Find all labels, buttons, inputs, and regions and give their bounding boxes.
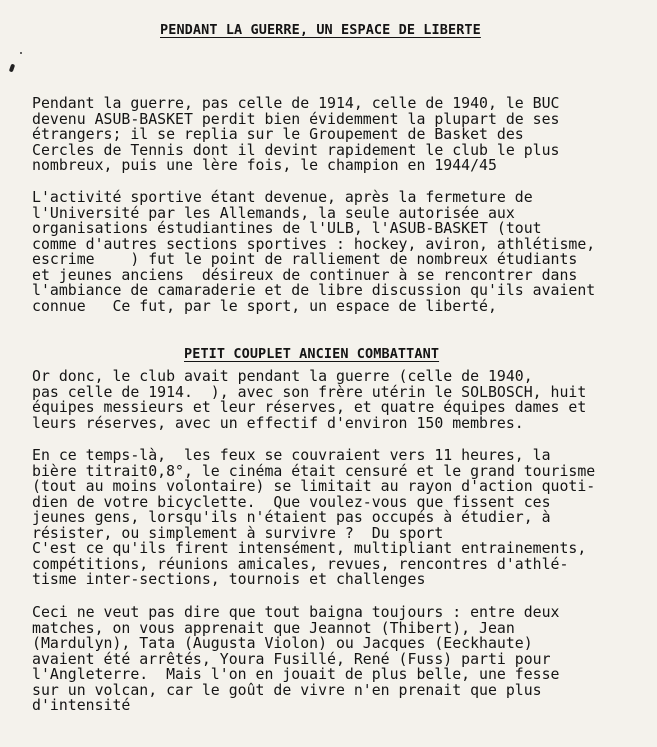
text-line: matches, on vous apprenait que Jeannot (Thibert), Jean — [32, 618, 515, 637]
text-line: jeunes gens, lorsqu'ils n'étaient pas occupés à étudier, à — [32, 508, 551, 526]
text-line: nombreux, puis une lère fois, le champion en 1944/45 — [32, 156, 497, 174]
paragraph-1 — [32, 96, 650, 174]
paragraph-5 — [32, 605, 650, 714]
text-line: avaient été arrêtés, Youra Fusillé, René (Fuss) parti pour — [32, 649, 551, 668]
text-line: équipes messieurs et leur réserves, et quatre équipes dames et — [32, 398, 587, 416]
text-line: leurs réserves, avec un effectif d'environ 150 membres. — [32, 413, 524, 432]
text-line: et jeunes anciens désireux de continuer à se rencontrer dans — [32, 265, 578, 284]
text-line: pas celle de 1914. ), avec son frère utérin le SOLBOSCH, huit — [32, 382, 587, 401]
text-line: dien de votre bicyclette. Que voulez-vous que fissent ces — [32, 492, 551, 511]
ink-dot — [20, 52, 22, 54]
paragraph-4 — [32, 448, 650, 588]
text-line: l'Université par les Allemands, la seule autorisée aux — [32, 203, 515, 222]
text-line: (tout au moins volontaire) se limitait au rayon d'action quoti- — [32, 477, 596, 495]
text-line: devenu ASUB-BASKET perdit bien évidemment la plupart de ses — [32, 109, 560, 128]
text-line: sur un volcan, car le goût de vivre n'en prenait que plus — [32, 680, 542, 699]
text-line: (Mardulyn), Tata (Augusta Violon) ou Jacques (Eeckhaute) — [32, 634, 533, 652]
text-line: étrangers; il se replia sur le Groupement de Basket des — [32, 125, 524, 143]
paragraph-2 — [32, 190, 650, 314]
text-line: L'activité sportive étant devenue, après la fermeture de — [32, 188, 533, 206]
text-line: En ce temps-là, les feux se couvraient vers 11 heures, la — [32, 446, 551, 464]
text-line: Ceci ne veut pas dire que tout baigna toujours : entre deux — [32, 603, 560, 621]
section-heading-1: PENDANT LA GUERRE, UN ESPACE DE LIBERTE — [160, 22, 481, 38]
text-line: organisations éstudiantines de l'ULB, l'ASUB-BASKET (tout — [32, 219, 542, 237]
text-line: Cercles de Tennis dont il devint rapidement le club le plus — [32, 140, 560, 159]
text-line: l'ambiance de camaraderie et de libre discussion qu'ils avaient — [32, 281, 596, 299]
text-line: C'est ce qu'ils firent intensément, multipliant entrainements, — [32, 539, 587, 557]
text-line: résister, ou simplement à survivre ? Du sport — [32, 523, 444, 542]
text-line: d'intensité — [32, 696, 131, 714]
text-line: tisme inter-sections, tournois et challenges — [32, 570, 426, 588]
text-line: Or donc, le club avait pendant la guerre (celle de 1940, — [32, 367, 533, 385]
text-line: l'Angleterre. Mais l'on en jouait de plus belle, une fesse — [32, 665, 560, 683]
text-line: escrime ) fut le point de ralliement de nombreux étudiants — [32, 250, 578, 268]
paragraph-3 — [32, 369, 650, 431]
ink-mark — [9, 64, 15, 73]
text-line: comme d'autres sections sportives : hockey, aviron, athlétisme, — [32, 234, 596, 253]
text-line: Pendant la guerre, pas celle de 1914, celle de 1940, le BUC — [32, 94, 560, 112]
section-heading-2: PETIT COUPLET ANCIEN COMBATTANT — [184, 346, 440, 362]
text-line: bière titrait0,8°, le cinéma était censuré et le grand tourisme — [32, 461, 596, 480]
text-line: connue Ce fut, par le sport, un espace de liberté, — [32, 296, 497, 315]
text-line: compétitions, réunions amicales, revues, rencontres d'athlé- — [32, 554, 569, 573]
